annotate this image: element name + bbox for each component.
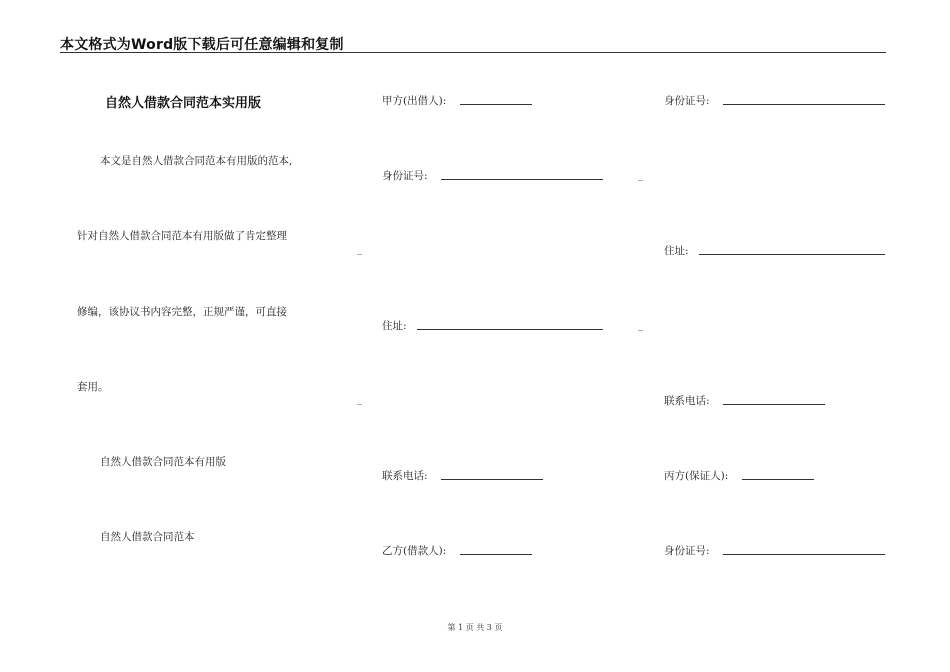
party-b-blank[interactable]	[460, 554, 532, 555]
section-heading-1: 自然人借款合同范本有用版	[100, 456, 226, 468]
body-paragraph-3: 修编，该协议书内容完整，正规严谨，可直接	[77, 306, 287, 318]
address-label: 住址:	[664, 245, 689, 257]
address-blank[interactable]	[699, 254, 885, 255]
party-a-label: 甲方(出借人):	[382, 95, 447, 107]
dash-mark: _	[638, 170, 643, 181]
id-number-blank[interactable]	[441, 179, 603, 180]
dash-mark: _	[357, 394, 362, 405]
phone-blank[interactable]	[441, 479, 543, 480]
body-paragraph-2: 针对自然人借款合同范本有用版做了肯定整理	[77, 230, 287, 242]
party-c-label: 丙方(保证人):	[664, 470, 729, 482]
party-c-blank[interactable]	[742, 479, 814, 480]
address-blank[interactable]	[417, 329, 603, 330]
party-a-blank[interactable]	[460, 104, 532, 105]
document-title: 自然人借款合同范本实用版	[105, 96, 262, 111]
party-b-label: 乙方(借款人):	[382, 545, 447, 557]
dash-mark: _	[357, 244, 362, 255]
header-text: 本文格式为Word版下载后可任意编辑和复制	[60, 37, 344, 53]
id-number-label: 身份证号:	[382, 170, 428, 182]
section-heading-2: 自然人借款合同范本	[100, 531, 195, 543]
body-paragraph-1: 本文是自然人借款合同范本有用版的范本,	[100, 155, 293, 167]
id-number-blank[interactable]	[723, 104, 885, 105]
phone-label: 联系电话:	[664, 395, 710, 407]
dash-mark: _	[638, 320, 643, 331]
phone-blank[interactable]	[723, 404, 825, 405]
id-number-label: 身份证号:	[664, 545, 710, 557]
page-number: 第 1 页 共 3 页	[447, 623, 503, 632]
id-number-label: 身份证号:	[664, 95, 710, 107]
body-paragraph-4: 套用。	[77, 381, 109, 393]
phone-label: 联系电话:	[382, 470, 428, 482]
id-number-blank[interactable]	[723, 554, 885, 555]
address-label: 住址:	[382, 320, 407, 332]
document-header	[60, 34, 886, 53]
